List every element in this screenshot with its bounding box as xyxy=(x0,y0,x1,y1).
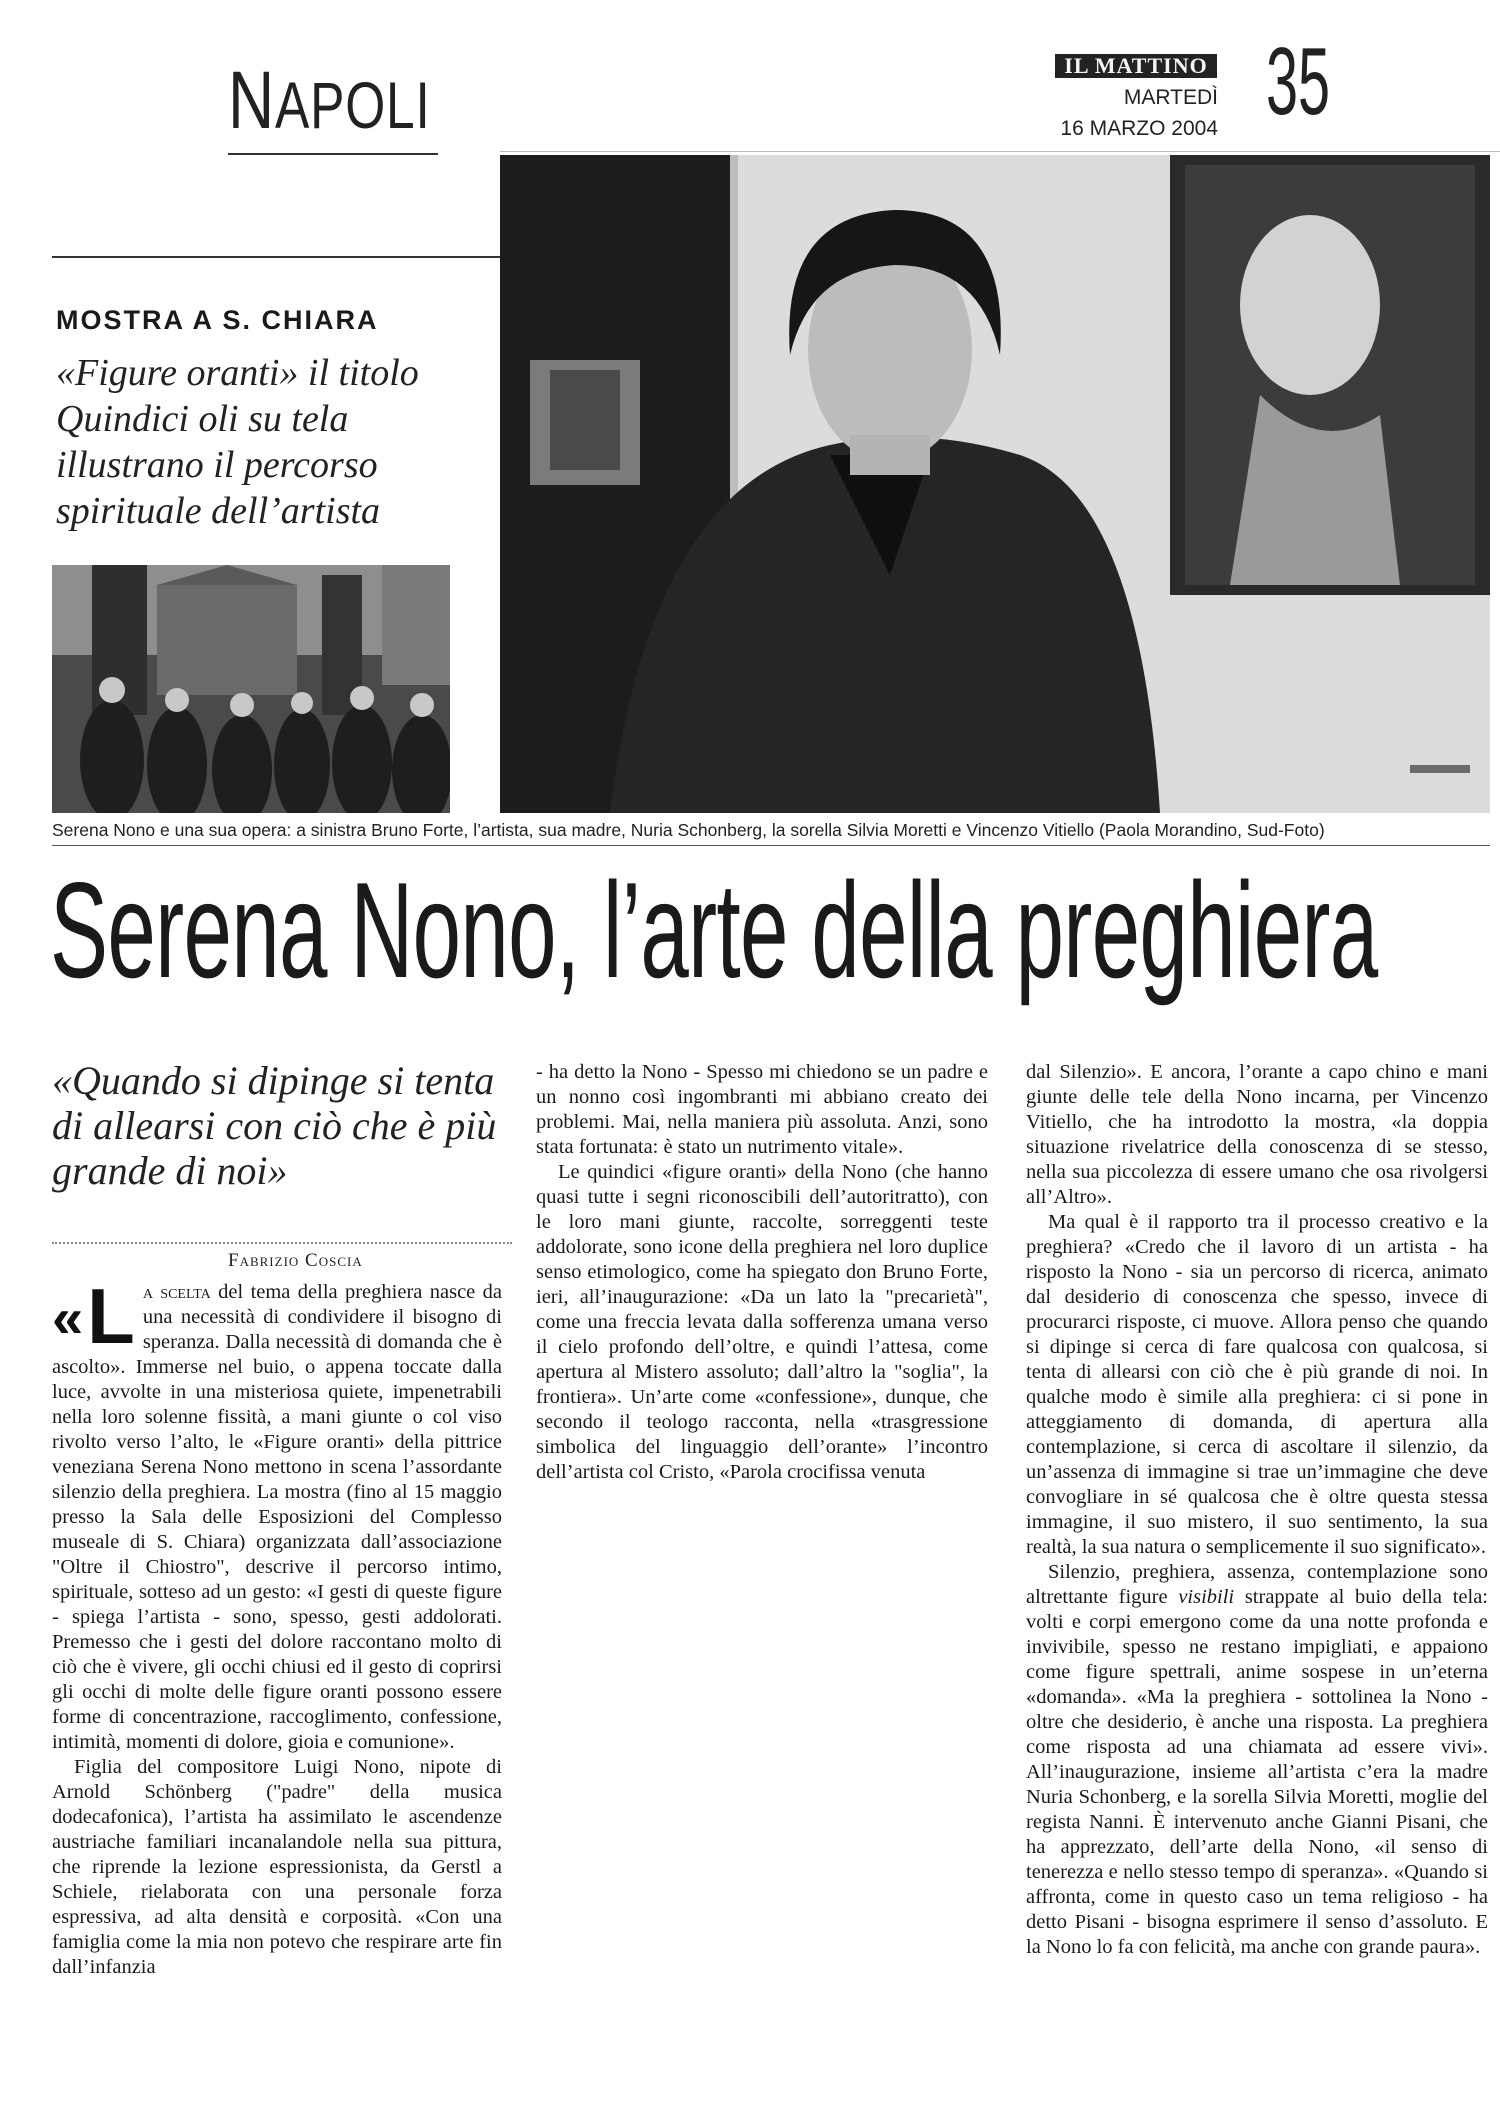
top-rule xyxy=(500,151,1500,152)
group-photo xyxy=(52,565,450,813)
byline: Fabrizio Coscia xyxy=(228,1250,363,1271)
section-rule xyxy=(228,153,438,155)
article-column-3 xyxy=(1026,1060,1488,1960)
caption-rule xyxy=(52,845,1490,846)
drop-cap: «L xyxy=(52,1272,135,1360)
newspaper-name: IL MATTINO xyxy=(1055,54,1217,78)
deck-subtitle: «Figure oranti» il titolo Quindici oli su tela illustrano il percorso spirituale dell’artista xyxy=(56,352,419,532)
article-column-2 xyxy=(536,1060,988,1485)
article-paragraph: - ha detto la Nono - Spesso mi chiedono se un padre e un nonno così ingombranti mi abbiano creato dei problemi. Mai, nella maniera più assoluta. Anzi, sono stata fortunata: è stato un nutrimento vitale». xyxy=(536,1061,988,1158)
article-paragraph: Figlia del compositore Luigi Nono, nipote di Arnold Schönberg ("padre" della musica dodecafonica), l’artista ha assimilato le ascendenze austriache familiari incanalandole nella sua pittura, che riprende la lezione espressionista, da Gerstl a Schiele, rielaborata con una personale forza espressiva, ad alta densità e corposità. «Con una famiglia come la mia non potevo che respirare arte fin dall’infanzia xyxy=(52,1756,502,1978)
headline: Serena Nono, l’arte della preghiera xyxy=(50,854,1378,1006)
article-paragraph: Silenzio, preghiera, assenza, contemplazione sono altrettante figure visibili strappate al buio della tela: volti e corpi emergono come da una notte profonda e invivibile, spesso ne restano impigliati, e appaiono come figure spettrali, anime sospese in un’eterna «domanda». «Ma la preghiera - sottolinea la Nono - oltre che desiderio, è anche una risposta. La preghiera come risposta ad una chiamata ad essere vivi». All’inaugurazione, insieme all’artista c’era la madre Nuria Schonberg, e la sorella Silvia Moretti, moglie del regista Nanni. È intervenuto anche Gianni Pisani, che ha apprezzato, dell’arte della Nono, «il senso di tenerezza e nello stesso tempo di speranza». «Quando si affronta, come in questo caso un tema religioso - ha detto Pisani - bisogna esprimere il senso d’assoluto. E la Nono lo fa con felicità, ma anche con grande paura». xyxy=(1026,1561,1488,1958)
issue-day: MARTEDÌ xyxy=(1123,86,1218,109)
kicker: MOSTRA A S. CHIARA xyxy=(56,305,379,335)
article-column-1 xyxy=(52,1272,502,1980)
photo-caption: Serena Nono e una sua opera: a sinistra Bruno Forte, l’artista, sua madre, Nuria Schonberg, la sorella Silvia Moretti e Vincenzo Vitiello (Paola Morandino, Sud-Foto) xyxy=(52,820,1325,840)
kicker-rule xyxy=(52,256,500,258)
pull-quote: «Quando si dipinge si tenta di allearsi con ciò che è più grande di noi» xyxy=(52,1058,497,1193)
byline-rule xyxy=(52,1242,512,1244)
article-paragraph: «L a scelta del tema della preghiera nasce da una necessità di condividere il bisogno di speranza. Dalla necessità di domanda che è ascolto». Immerse nel buio, o appena toccate dalla luce, avvolte in una misteriosa quiete, impenetrabili nella loro solenne fissità, a mani giunte o col viso rivolto verso l’alto, le «Figure oranti» della pittrice veneziana Serena Nono mettono in scena l’assordante silenzio della preghiera. La mostra (fino al 15 maggio presso la Sala delle Esposizioni del Complesso museale di S. Chiara) organizzata dall’associazione "Oltre il Chiostro", descrive il percorso intimo, spirituale, sotteso ad un gesto: «I gesti di queste figure - spiega l’artista - sono, spesso, gesti addolorati. Premesso che i gesti del dolore raccontano molto di ciò che è vivere, gli occhi chiusi ed il gesto di coprirsi gli occhi di molte delle figure oranti possono essere forme di concentrazione, raccoglimento, confessione, intimità, momenti di dolore, gioia e comunione». xyxy=(52,1272,502,1753)
article-paragraph: dal Silenzio». E ancora, l’orante a capo chino e mani giunte delle tele della Nono incarna, per Vincenzo Vitiello, che ha introdotto la mostra, «la doppia situazione rivelatrice della conoscenza di se stesso, nella sua piccolezza di essere umano che osa rivolgersi all’Altro». xyxy=(1026,1061,1488,1208)
portrait-photo xyxy=(500,155,1490,813)
section-title: NAPOLI xyxy=(228,55,431,146)
page-number: 35 xyxy=(1266,28,1331,135)
article-paragraph: Le quindici «figure oranti» della Nono (che hanno quasi tutte i segni riconoscibili dell’autoritratto), con le loro mani giunte, raccolte, sorreggenti teste addolorate, sono icone della preghiera nel loro duplice senso etimologico, come ha spiegato don Bruno Forte, ieri, all’inaugurazione: «Da un lato la "precarietà", come una freccia levata dalla sofferenza umana verso il cielo profondo dell’oltre, e quindi l’attesa, come apertura al Mistero assoluto; dall’altro la "soglia", la frontiera». Un’arte come «confessione», dunque, che secondo il teologo racconta, nella «trasgressione simbolica del linguaggio dell’orante» l’incontro dell’artista col Cristo, «Parola crocifissa venuta xyxy=(536,1161,988,1483)
issue-date: 16 MARZO 2004 xyxy=(1060,117,1218,140)
article-paragraph: Ma qual è il rapporto tra il processo creativo e la preghiera? «Credo che il lavoro di un artista - ha risposto la Nono - sia un percorso di ricerca, animato dal desiderio di conoscenza che spesso, invece di procurarci risposte, ci muove. Allora penso che quando si dipinge si cerca di fare qualcosa con qualcosa, si tenta di allearsi con ciò che è più grande di noi. In qualche modo è simile alla preghiera: ci si pone in atteggiamento di domanda, di apertura alla contemplazione, si cerca di ascoltare il silenzio, da un’assenza di immagine si trae un’immagine che deve convogliare in sé qualcosa che è oltre questa stessa immagine, il suo mistero, il suo sentimento, la sua realtà, la sua natura o semplicemente il suo significato». xyxy=(1026,1211,1488,1558)
